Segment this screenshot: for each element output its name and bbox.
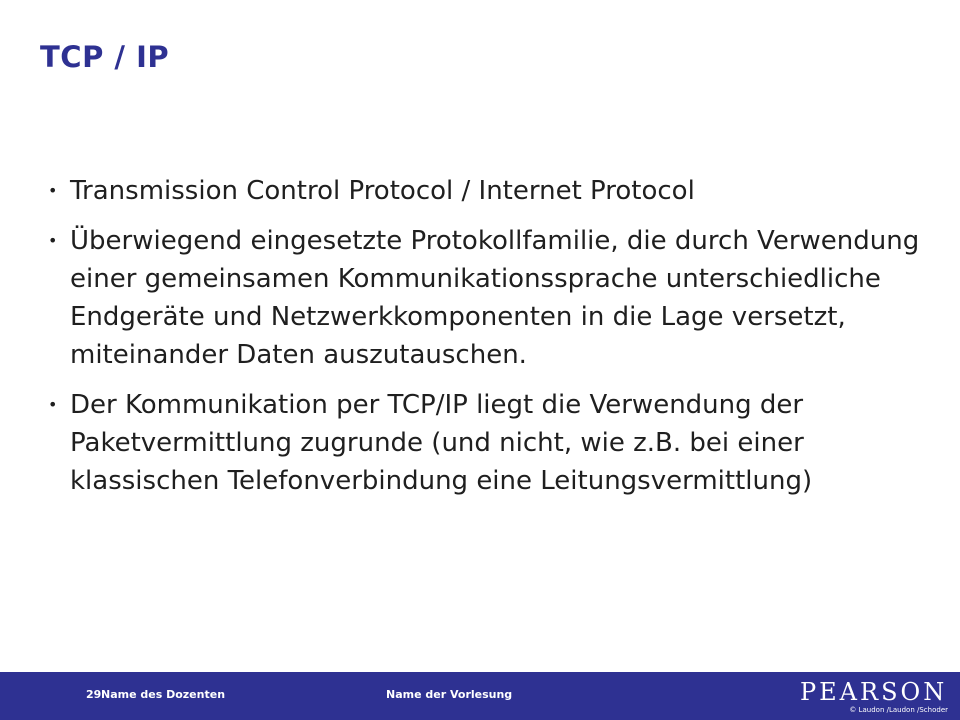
bullet-text: Der Kommunikation per TCP/IP liegt die Verwendung der Paketvermittlung zugrunde (und nicht, wie z.B. bei einer klassischen Telefonverbindung eine Leitungsvermittlung) xyxy=(70,390,813,496)
bullet-list xyxy=(44,172,924,512)
bullet-dot-icon: • xyxy=(48,181,58,200)
bullet-text: Transmission Control Protocol / Internet Protocol xyxy=(70,176,695,206)
lecturer-name: Name des Dozenten xyxy=(101,688,226,701)
course-name: Name der Vorlesung xyxy=(386,688,513,701)
bullet-text: Überwiegend eingesetzte Protokollfamilie, die durch Verwendung einer gemeinsamen Kommunikationssprache unterschiedliche Endgeräte und Netzwerkkomponenten in die Lage versetzt, miteinander Daten auszutauschen. xyxy=(70,226,920,370)
page-number: 29 xyxy=(86,688,102,701)
bullet-item xyxy=(44,386,924,500)
bullet-item xyxy=(44,172,924,210)
pearson-logo: PEARSON xyxy=(800,678,948,706)
bullet-dot-icon: • xyxy=(48,231,58,250)
bullet-item xyxy=(44,222,924,374)
footer-bar xyxy=(0,672,960,720)
slide-title: TCP / IP xyxy=(40,40,170,74)
bullet-dot-icon: • xyxy=(48,395,58,414)
copyright-notice: © Laudon /Laudon /Schoder xyxy=(849,706,948,714)
